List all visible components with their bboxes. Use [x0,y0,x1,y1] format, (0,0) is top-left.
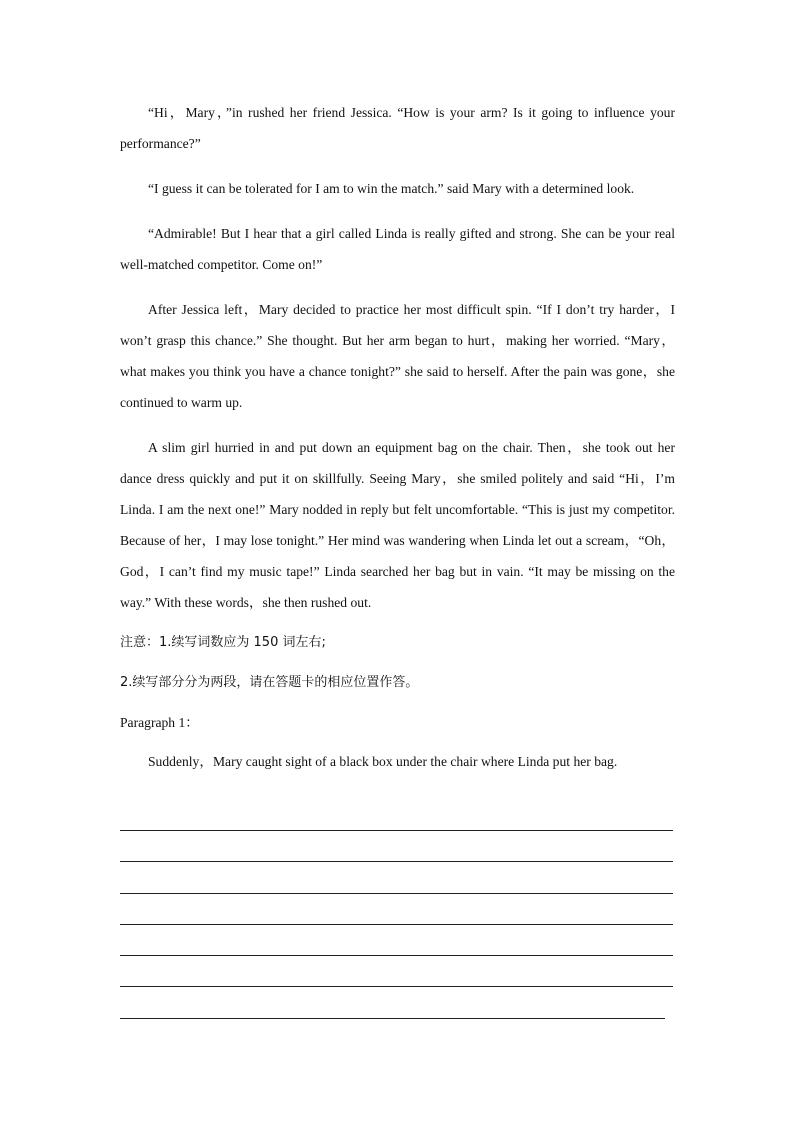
writing-line[interactable] [120,1018,665,1019]
writing-line[interactable] [120,861,673,862]
writing-line[interactable] [120,893,673,894]
writing-line[interactable] [120,924,673,925]
writing-line[interactable] [120,955,673,956]
story-paragraph-5: A slim girl hurried in and put down an equipment bag on the chair. Then，she took out her dance dress quickly and put it on skillfully. Seeing Mary，she smiled politely and said “Hi，I’m Linda. I am the next one!” Mary nodded in reply but felt uncomfortable. “This is just my competitor. Because of her，I may lose tonight.” Her mind was wandering when Linda let out a scream，“Oh，God，I can’t find my music tape!” Linda searched her bag but in vain. “It may be missing on the way.” With these words，she then rushed out. [120,440,675,610]
writing-line[interactable] [120,986,673,987]
story-section [120,97,675,777]
writing-lines [120,830,673,1049]
story-paragraph-4: After Jessica left，Mary decided to practice her most difficult spin. “If I don’t try harder，I won’t grasp this chance.” She thought. But her arm began to hurt，making her worried. “Mary，what makes you think you have a chance tonight?” she said to herself. After the pain was gone，she continued to warm up. [120,302,675,410]
answer-position-note: 2.续写部分分为两段，请在答题卡的相应位置作答。 [120,675,419,690]
story-paragraph-3: “Admirable! But I hear that a girl called Linda is really gifted and strong. She can be your real well-matched competitor. Come on!” [120,226,675,272]
writing-line[interactable] [120,830,673,831]
word-count-note: 注意：1.续写词数应为 150 词左右; [120,635,326,650]
paragraph-1-label: Paragraph 1： [120,715,199,730]
story-paragraph-2: “I guess it can be tolerated for I am to win the match.” said Mary with a determined look. [148,181,635,196]
paragraph-1-starter: Suddenly，Mary caught sight of a black box under the chair where Linda put her bag. [148,754,618,769]
story-paragraph-1: “Hi，Mary，”in rushed her friend Jessica. “How is your arm? Is it going to influence your performance?” [120,105,675,151]
